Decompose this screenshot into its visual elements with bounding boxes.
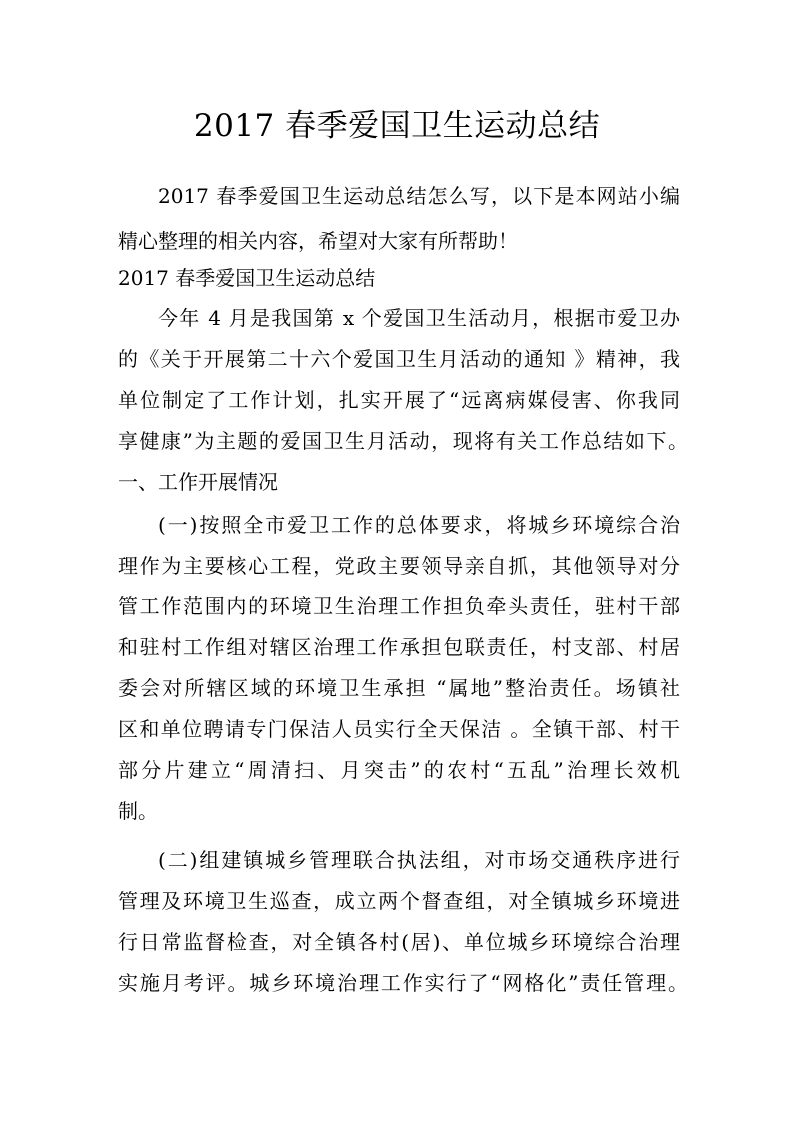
paragraph-line: 委会对所辖区域的环境卫生承担 “属地”整治责任。场镇社 — [118, 676, 680, 700]
document-title: 2017 春季爱国卫生运动总结 — [193, 108, 601, 144]
paragraph-line: 制。 — [118, 799, 158, 823]
paragraph-line: 实施月考评。城乡环境治理工作实行了“网格化”责任管理。 — [118, 971, 688, 995]
section-heading: 2017 春季爱国卫生运动总结 — [118, 266, 376, 290]
paragraph-line: 理作为主要核心工程，党政主要领导亲自抓，其他领导对分 — [118, 554, 680, 578]
paragraph-line: 和驻村工作组对辖区治理工作承担包联责任，村支部、村居 — [118, 635, 680, 659]
paragraph-line: (二)组建镇城乡管理联合执法组，对市场交通秩序进行 — [158, 848, 680, 872]
paragraph-line: 行日常监督检查，对全镇各村(居)、单位城乡环境综合治理 — [118, 930, 680, 954]
paragraph-line: 管工作范围内的环境卫生治理工作担负牵头责任，驻村干部 — [118, 594, 680, 618]
paragraph-line: 2017 春季爱国卫生运动总结怎么写，以下是本网站小编 — [158, 184, 680, 208]
section-heading: 一、工作开展情况 — [118, 470, 278, 494]
paragraph-line: 区和单位聘请专门保洁人员实行全天保洁 。全镇干部、村干 — [118, 717, 680, 741]
paragraph-line: 单位制定了工作计划，扎实开展了“远离病媒侵害、你我同 — [118, 388, 680, 412]
paragraph-line: (一)按照全市爱卫工作的总体要求，将城乡环境综合治 — [158, 513, 680, 537]
paragraph-line: 部分片建立“周清扫、月突击”的农村“五乱”治理长效机 — [118, 758, 680, 782]
paragraph-line: 管理及环境卫生巡查，成立两个督查组，对全镇城乡环境进 — [118, 889, 680, 913]
paragraph-line: 享健康”为主题的爱国卫生月活动，现将有关工作总结如下。 — [118, 429, 688, 453]
paragraph-line: 今年 4 月是我国第 x 个爱国卫生活动月，根据市爱卫办 — [158, 306, 680, 330]
paragraph-line: 精心整理的相关内容，希望对大家有所帮助！ — [118, 229, 518, 253]
paragraph-line: 的《关于开展第二十六个爱国卫生月活动的通知 》精神，我 — [118, 347, 680, 371]
